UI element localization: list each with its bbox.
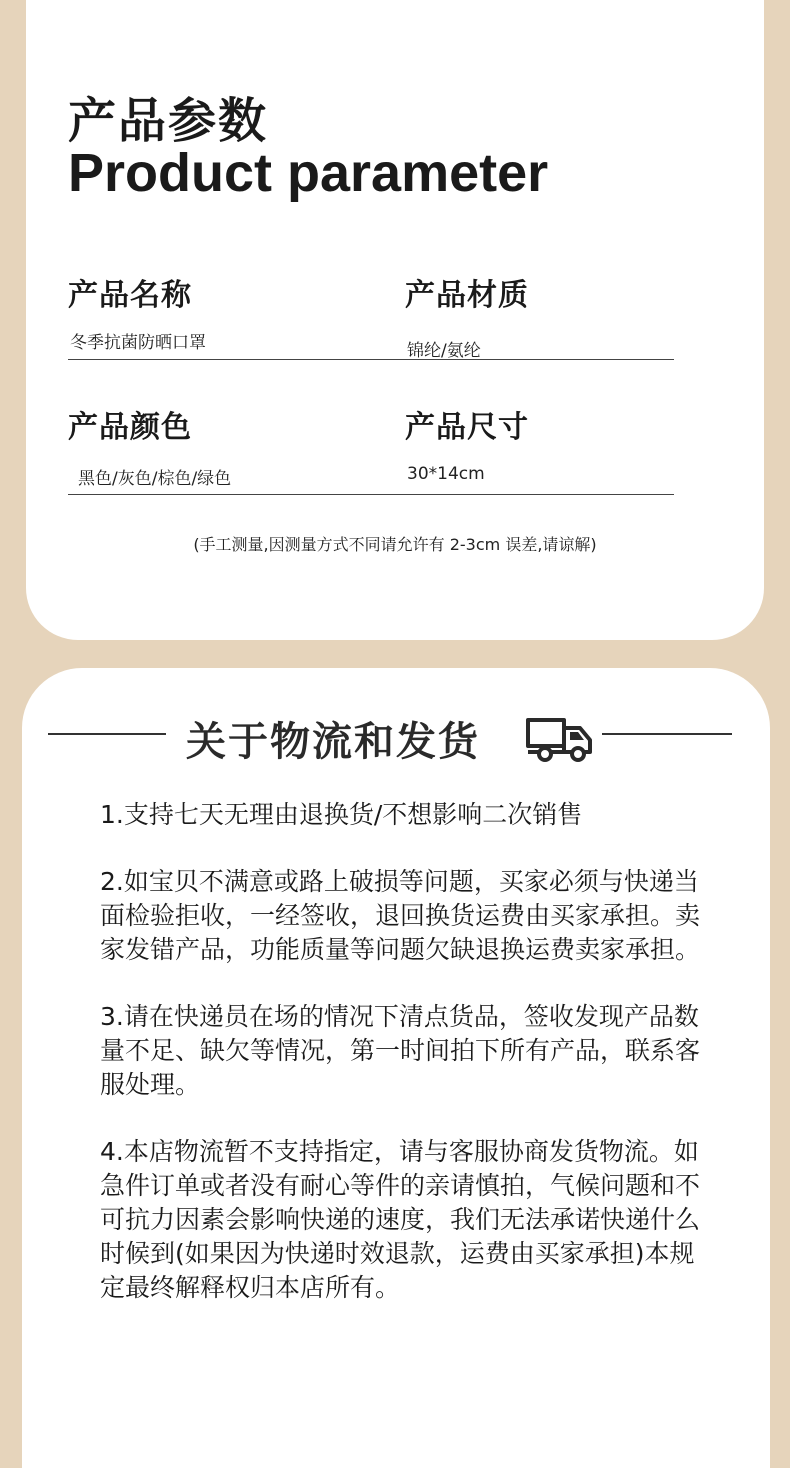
param-size [405, 402, 529, 484]
param-name-label: 产品名称 [68, 278, 192, 313]
params-title-cn: 产品参数 [68, 93, 269, 149]
shipping-title: 关于物流和发货 [186, 719, 480, 765]
param-material-value: 锦纶/氨纶 [407, 341, 481, 361]
param-color-label: 产品颜色 [68, 410, 192, 445]
measurement-note: (手工测量,因测量方式不同请允许有 2-3cm 误差,请谅解) [193, 535, 597, 554]
rule-item: 1.支持七天无理由退换货/不想影响二次销售 [100, 800, 583, 829]
delivery-truck-icon [524, 712, 596, 764]
param-name-value: 冬季抗菌防晒口罩 [70, 333, 206, 353]
param-color-value: 黑色/灰色/棕色/绿色 [78, 469, 232, 489]
divider [68, 359, 674, 360]
divider [68, 494, 674, 495]
shipping-rules [100, 798, 700, 1338]
rule-item: 4.本店物流暂不支持指定，请与客服协商发货物流。如急件订单或者没有耐心等件的亲请慎拍，气候问题和不可抗力因素会影响快递的速度，我们无法承诺快递什么时候到(如果因为快递时效退款，运费由买家承担)本规定最终解释权归本店所有。 [100, 1137, 701, 1302]
params-title-en: Product parameter [68, 143, 549, 203]
param-size-label: 产品尺寸 [405, 410, 529, 445]
header-line-right [602, 733, 732, 735]
param-size-value: 30*14cm [407, 464, 485, 484]
rule-item: 3.请在快递员在场的情况下清点货品，签收发现产品数量不足、缺欠等情况，第一时间拍下所有产品，联系客服处理。 [100, 1002, 701, 1099]
header-line-left [48, 733, 166, 735]
param-material-label: 产品材质 [405, 278, 529, 313]
param-color [68, 402, 231, 489]
shipping-header [0, 708, 790, 764]
param-material [405, 270, 529, 361]
param-name [68, 270, 206, 353]
rule-item: 2.如宝贝不满意或路上破损等问题，买家必须与快递当面检验拒收，一经签收，退回换货运费由买家承担。卖家发错产品，功能质量等问题欠缺退换运费卖家承担。 [100, 867, 701, 964]
